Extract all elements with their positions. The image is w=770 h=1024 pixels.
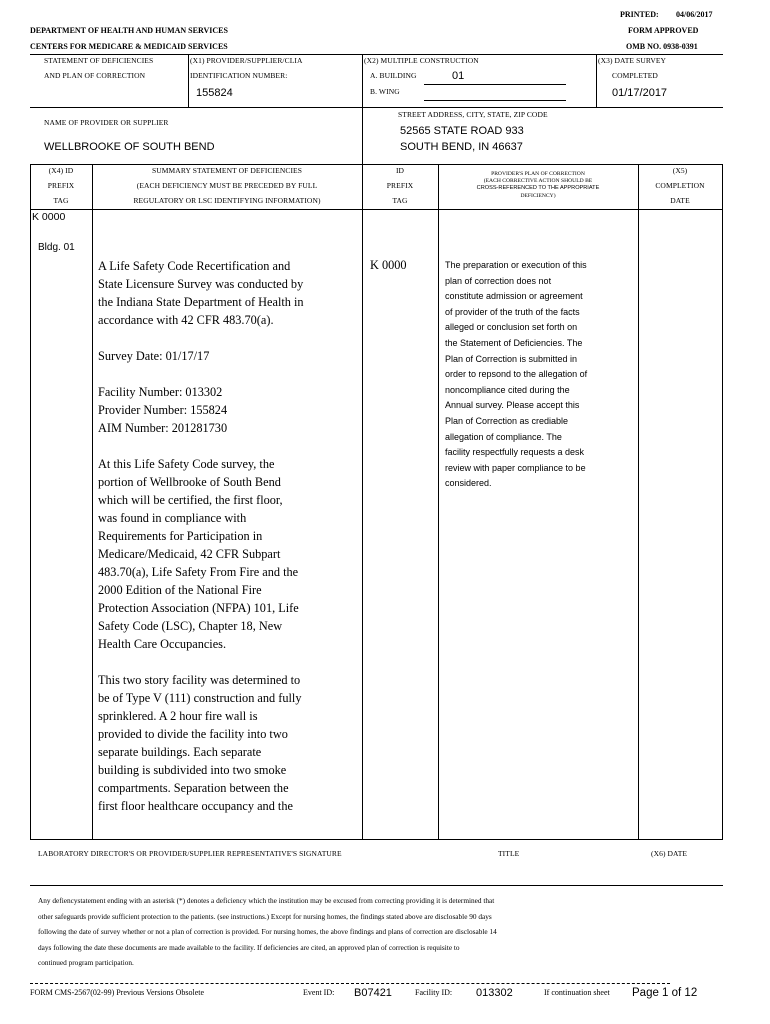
- summary-statement: A Life Safety Code Recertification and State Licensure Survey was conducted by the Indiana State Department of Health in accordance with 42 CFR 483.70(a). Survey Date: 01/17/17 Facility Number: 013302 Provider Number: 155824 AIM Number: 201281730 At this Life Safety Code survey, the portion of Wellbrooke of South Bend which will be certified, the first floor, was found in compliance with Requirements for Participation in Medicare/Medicaid, 42 CFR Subpart 483.70(a), Life Safety From Fire and the 2000 Edition of the National Fire Protection Association (NFPA) 101, Life Safety Code (LSC), Chapter 18, New Health Care Occupancies. This two story facility was determined to be of Type V (111) construction and fully sprinklered. A 2 hour fire wall is provided to divide the facility into two separate buildings. Each separate building is subdivided into two smoke compartments. Separation between the first floor healthcare occupancy and the: [98, 259, 304, 813]
- event-id-label: Event ID:: [303, 988, 335, 997]
- summary-header-1: SUMMARY STATEMENT OF DEFICIENCIES: [151, 166, 302, 175]
- event-id-value: B07421: [354, 987, 392, 999]
- building-label: A. BUILDING: [370, 71, 417, 80]
- building-tag: Bldg. 01: [38, 242, 75, 253]
- facility-id-label: Facility ID:: [415, 988, 453, 997]
- statement-label-2: AND PLAN OF CORRECTION: [44, 71, 146, 80]
- x5-header-1: (X5): [672, 166, 688, 175]
- address-label: STREET ADDRESS, CITY, STATE, ZIP CODE: [398, 110, 548, 119]
- x4-header-2: PREFIX: [47, 181, 75, 190]
- x4-header-1: (X4) ID: [48, 166, 74, 175]
- signature-label: LABORATORY DIRECTOR'S OR PROVIDER/SUPPLIER REPRESENTATIVE'S SIGNATURE: [38, 849, 342, 858]
- x3-label-2: COMPLETED: [612, 71, 658, 80]
- id-header-3: TAG: [392, 196, 408, 205]
- facility-id-value: 013302: [476, 987, 513, 999]
- x4-header-3: TAG: [53, 196, 69, 205]
- agency-line-1: DEPARTMENT OF HEALTH AND HUMAN SERVICES: [30, 26, 228, 35]
- x6-date-label: (X6) DATE: [651, 849, 688, 858]
- continuation-label: If continuation sheet: [544, 988, 610, 997]
- provider-name-value: WELLBROOKE OF SOUTH BEND: [44, 141, 215, 153]
- title-label: TITLE: [498, 849, 520, 858]
- address-line-2: SOUTH BEND, IN 46637: [400, 141, 523, 153]
- printed-date: 04/06/2017: [676, 10, 713, 19]
- form-id: FORM CMS-2567(02-99) Previous Versions Obsolete: [30, 988, 205, 997]
- summary-header-2: (EACH DEFICIENCY MUST BE PRECEDED BY FULL: [136, 181, 318, 190]
- statement-label-1: STATEMENT OF DEFICIENCIES: [44, 56, 154, 65]
- plan-header: [438, 171, 638, 200]
- form-approved: FORM APPROVED: [628, 26, 699, 35]
- provider-name-label: NAME OF PROVIDER OR SUPPLIER: [44, 118, 169, 127]
- plan-header-2: (EACH CORRECTIVE ACTION SHOULD BE: [483, 178, 593, 185]
- agency-line-2: CENTERS FOR MEDICARE & MEDICAID SERVICES: [30, 42, 228, 51]
- x5-header-2: COMPLETION: [655, 181, 705, 190]
- omb-number: OMB NO. 0938-0391: [626, 42, 698, 51]
- plan-header-3: CROSS-REFERENCED TO THE APPROPRIATE: [476, 185, 600, 192]
- right-prefix-tag: K 0000: [370, 258, 407, 272]
- left-prefix-tag: K 0000: [32, 211, 66, 223]
- plan-header-1: PROVIDER'S PLAN OF CORRECTION: [491, 171, 585, 177]
- x1-label-1: (X1) PROVIDER/SUPPLIER/CLIA: [190, 56, 303, 65]
- id-header-1: ID: [395, 166, 405, 175]
- address-line-1: 52565 STATE ROAD 933: [400, 125, 524, 137]
- provider-id-value: 155824: [196, 87, 233, 99]
- id-header-2: PREFIX: [386, 181, 414, 190]
- plan-of-correction: The preparation or execution of this plan of correction does not constitute admission or agreement of provider of the truth of the facts alleged or conclusion set forth on the Statement of Deficiencies. The Plan of Correction is submitted in order to repsond to the allegation of noncompliance cited during the Annual survey. Please accept this Plan of Correction as crediable allegation of compliance. The facility respectfully requests a desk review with paper compliance to be considered.: [445, 260, 588, 489]
- disclaimer-text: Any defiencystatement ending with an asterisk (*) denotes a deficiency which the institution may be excused from correcting providing it is determined that other safeguards provide sufficient protection to the patients. (see instructions.) Except for nursing homes, the findings stated above are disclosable 90 days following the date of survey whether or not a plan of correction is provided. For nursing homes, the above findings and plans of correction are disclosable 14 days following the date these documents are made available to the facility. If deficiencies are cited, an approved plan of correction is requisite to continued program participation.: [38, 896, 497, 967]
- plan-header-4: DEFICIENCY): [520, 192, 556, 199]
- summary-header-3: REGULATORY OR LSC IDENTIFYING INFORMATION): [133, 196, 321, 205]
- x5-header-3: DATE: [670, 196, 690, 205]
- survey-date-value: 01/17/2017: [612, 87, 668, 99]
- x2-label: (X2) MULTIPLE CONSTRUCTION: [364, 56, 479, 65]
- wing-label: B. WING: [370, 87, 400, 96]
- page-number: Page 1 of 12: [632, 987, 698, 999]
- building-value: 01: [452, 70, 465, 82]
- x3-label-1: (X3) DATE SURVEY: [598, 56, 667, 65]
- printed-label: PRINTED:: [620, 10, 659, 19]
- x1-label-2: IDENTIFICATION NUMBER:: [190, 71, 288, 80]
